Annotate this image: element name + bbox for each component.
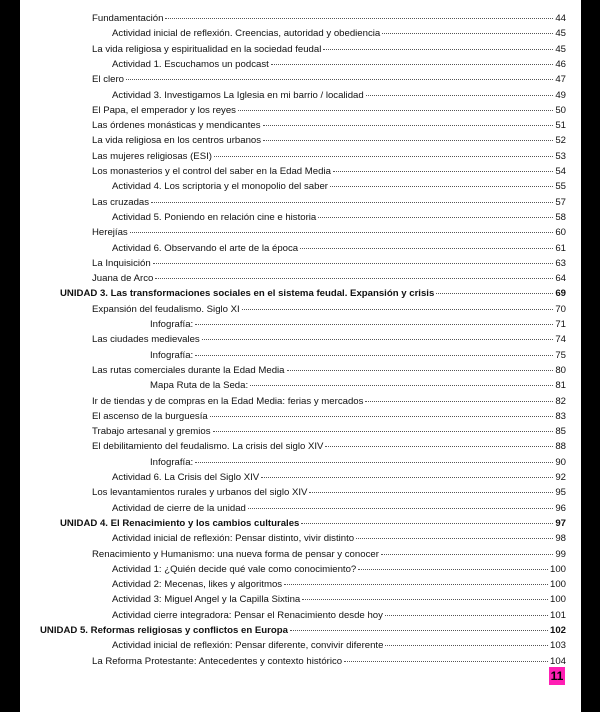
toc-entry[interactable] [150, 349, 566, 363]
toc-dot-leader [195, 324, 553, 325]
toc-entry[interactable] [92, 119, 566, 133]
toc-entry-title: Ir de tiendas y de compras en la Edad Media: ferias y mercados [92, 395, 364, 407]
toc-entry[interactable] [92, 303, 566, 317]
toc-entry[interactable] [112, 180, 566, 194]
toc-entry-title: El ascenso de la burguesía [92, 410, 208, 422]
toc-entry[interactable] [112, 593, 566, 607]
toc-entry-title: Juana de Arco [92, 273, 154, 285]
toc-entry-page: 61 [555, 242, 566, 254]
toc-entry-title: Las cruzadas [92, 196, 150, 208]
toc-entry-title: Actividad 3. Investigamos La Iglesia en mi barrio / localidad [112, 89, 364, 101]
toc-entry[interactable] [112, 89, 566, 103]
toc-entry-page: 90 [555, 456, 566, 468]
toc-entry-title: El clero [92, 74, 124, 86]
toc-entry-page: 44 [555, 13, 566, 24]
toc-dot-leader [358, 569, 548, 570]
toc-entry-page: 96 [555, 502, 566, 514]
toc-dot-leader [165, 18, 553, 19]
toc-dot-leader [248, 508, 553, 509]
toc-entry-page: 103 [549, 640, 566, 652]
toc-entry-page: 98 [555, 533, 566, 545]
toc-dot-leader [333, 171, 553, 172]
toc-entry[interactable] [112, 27, 566, 41]
toc-entry-page: 47 [555, 74, 566, 86]
toc-entry-page: 80 [555, 364, 566, 376]
toc-entry-page: 100 [549, 563, 566, 575]
toc-dot-leader [325, 446, 553, 447]
toc-entry-page: 51 [555, 120, 566, 132]
toc-dot-leader [250, 385, 553, 386]
toc-entry-title: Las órdenes monásticas y mendicantes [92, 120, 261, 132]
toc-entry-title: Los levantamientos rurales y urbanos del siglo XIV [92, 487, 308, 499]
toc-entry-page: 99 [555, 548, 566, 560]
toc-dot-leader [130, 232, 554, 233]
toc-dot-leader [309, 492, 553, 493]
toc-entry-title: Actividad 4. Los scriptoria y el monopolio del saber [112, 181, 328, 193]
toc-entry-title: Las mujeres religiosas (ESI) [92, 150, 212, 162]
toc-entry-title: UNIDAD 5. Reformas religiosas y conflictos en Europa [40, 625, 288, 636]
toc-entry-title: Mapa Ruta de la Seda: [150, 380, 249, 392]
toc-entry[interactable] [60, 517, 566, 531]
toc-entry-title: Expansión del feudalismo. Siglo XI [92, 303, 240, 315]
toc-entry[interactable] [92, 165, 566, 179]
toc-entry[interactable] [92, 196, 566, 210]
toc-entry-title: La vida religiosa y espiritualidad en la sociedad feudal [92, 43, 322, 55]
toc-entry[interactable] [150, 318, 566, 332]
toc-entry-title: El Papa, el emperador y los reyes [92, 104, 236, 116]
toc-dot-leader [263, 125, 554, 126]
toc-entry[interactable] [92, 486, 566, 500]
toc-entry[interactable] [92, 548, 566, 562]
toc-entry[interactable] [150, 379, 566, 393]
toc-dot-leader [300, 248, 553, 249]
toc-entry-page: 71 [555, 319, 566, 330]
toc-entry-page: 92 [555, 472, 566, 483]
toc-dot-leader [330, 186, 553, 187]
toc-entry-page: 95 [555, 487, 566, 499]
page-number-badge: 11 [550, 669, 564, 683]
toc-dot-leader [344, 661, 548, 662]
toc-entry-title: Actividad 6. Observando el arte de la época [112, 242, 299, 254]
toc-entry-title: Fundamentación [92, 13, 164, 24]
toc-entry-page: 100 [549, 594, 566, 606]
toc-entry-page: 97 [555, 517, 566, 529]
toc-entry-page: 104 [549, 655, 566, 667]
toc-entry[interactable] [92, 73, 566, 87]
toc-entry-title: Actividad de cierre de la unidad [112, 502, 246, 514]
toc-dot-leader [323, 49, 553, 50]
toc-entry[interactable] [92, 104, 566, 118]
toc-entry[interactable] [92, 333, 566, 347]
toc-entry[interactable] [92, 655, 566, 669]
toc-entry-page: 102 [549, 625, 566, 636]
toc-entry-page: 81 [555, 380, 566, 392]
toc-dot-leader [195, 462, 553, 463]
toc-entry-page: 46 [555, 58, 566, 70]
toc-entry[interactable] [92, 364, 566, 378]
toc-entry[interactable] [112, 211, 566, 225]
toc-dot-leader [318, 217, 553, 218]
toc-entry[interactable] [92, 150, 566, 164]
toc-entry-page: 57 [555, 196, 566, 208]
toc-entry-page: 52 [555, 135, 566, 147]
toc-entry-page: 63 [555, 257, 566, 269]
toc-entry-page: 60 [555, 227, 566, 239]
toc-entry-page: 100 [549, 579, 566, 591]
toc-entry[interactable] [92, 425, 566, 439]
toc-entry-title: Infografía: [150, 456, 194, 468]
toc-dot-leader [287, 370, 554, 371]
toc-page [20, 0, 581, 712]
toc-dot-leader [385, 645, 548, 646]
toc-entry-page: 85 [555, 426, 566, 438]
toc-entry-title: UNIDAD 4. El Renacimiento y los cambios culturales [60, 517, 300, 529]
toc-dot-leader [263, 140, 553, 141]
toc-dot-leader [261, 477, 553, 478]
toc-entry-title: Trabajo artesanal y gremios [92, 426, 211, 438]
toc-dot-leader [365, 401, 553, 402]
toc-entry-title: UNIDAD 3. Las transformaciones sociales en el sistema feudal. Expansión y crisis [60, 288, 435, 300]
toc-dot-leader [381, 554, 553, 555]
toc-entry-page: 55 [555, 181, 566, 193]
toc-entry-page: 88 [555, 441, 566, 453]
toc-entry-title: Actividad 1: ¿Quién decide qué vale como conocimiento? [112, 563, 357, 575]
toc-entry[interactable] [60, 287, 566, 301]
toc-entry-title: La Inquisición [92, 257, 151, 269]
toc-entry-title: Actividad 1. Escuchamos un podcast [112, 58, 269, 70]
toc-entry-title: Infografía: [150, 319, 194, 330]
toc-dot-leader [195, 355, 553, 356]
toc-entry-page: 82 [555, 395, 566, 407]
toc-entry[interactable] [112, 242, 566, 256]
toc-entry[interactable] [112, 563, 566, 577]
toc-dot-leader [153, 263, 554, 264]
toc-entry-title: Los monasterios y el control del saber en la Edad Media [92, 166, 331, 177]
toc-entry[interactable] [112, 609, 566, 623]
toc-entry-page: 49 [555, 89, 566, 101]
toc-entry-page: 50 [555, 104, 566, 116]
toc-dot-leader [155, 278, 553, 279]
toc-entry-page: 70 [555, 303, 566, 315]
toc-dot-leader [382, 33, 553, 34]
toc-dot-leader [151, 202, 553, 203]
toc-dot-leader [202, 339, 554, 340]
toc-entry[interactable] [150, 456, 566, 470]
toc-entry-title: Las ciudades medievales [92, 334, 200, 346]
toc-entry-title: Renacimiento y Humanismo: una nueva forma de pensar y conocer [92, 548, 379, 560]
toc-entry-page: 83 [555, 410, 566, 422]
toc-entry[interactable] [92, 272, 566, 286]
toc-dot-leader [356, 538, 553, 539]
toc-entry[interactable] [112, 532, 566, 546]
toc-dot-leader [366, 95, 554, 96]
toc-entry-title: Herejías [92, 227, 128, 239]
toc-entry[interactable] [92, 134, 566, 148]
toc-entry-page: 58 [555, 211, 566, 223]
toc-entry-page: 69 [555, 288, 566, 300]
toc-entry-page: 64 [555, 273, 566, 285]
toc-entry-title: Las rutas comerciales durante la Edad Media [92, 364, 285, 376]
toc-entry-title: Actividad cierre integradora: Pensar el Renacimiento desde hoy [112, 609, 383, 621]
toc-entry-title: Actividad 2: Mecenas, likes y algoritmos [112, 579, 283, 591]
toc-entry[interactable] [92, 43, 566, 57]
toc-entry-title: Actividad 5. Poniendo en relación cine e historia [112, 211, 317, 223]
toc-entry[interactable] [92, 410, 566, 424]
toc-entry-title: La Reforma Protestante: Antecedentes y contexto histórico [92, 655, 343, 667]
toc-entry-page: 45 [555, 43, 566, 55]
toc-entry[interactable] [92, 395, 566, 409]
toc-entry-title: Actividad 3: Miguel Angel y la Capilla Sixtina [112, 594, 301, 606]
toc-dot-leader [210, 416, 554, 417]
toc-dot-leader [302, 599, 548, 600]
toc-dot-leader [238, 110, 553, 111]
toc-entry[interactable] [112, 471, 566, 485]
toc-entry-title: Infografía: [150, 349, 194, 361]
toc-entry[interactable] [112, 578, 566, 592]
toc-dot-leader [385, 615, 548, 616]
toc-entry-title: Actividad 6. La Crisis del Siglo XIV [112, 472, 260, 483]
toc-entry[interactable] [112, 639, 566, 653]
toc-entry[interactable] [112, 502, 566, 516]
toc-entry-title: El debilitamiento del feudalismo. La crisis del siglo XIV [92, 441, 324, 453]
toc-entry-page: 45 [555, 28, 566, 40]
toc-dot-leader [284, 584, 548, 585]
toc-entry[interactable] [92, 12, 566, 26]
toc-dot-leader [290, 630, 548, 631]
toc-entry-page: 74 [555, 334, 566, 346]
toc-entry[interactable] [92, 226, 566, 240]
toc-entry-title: Actividad inicial de reflexión. Creencias, autoridad y obediencia [112, 28, 381, 40]
toc-entry[interactable] [112, 58, 566, 72]
toc-entry[interactable] [40, 624, 566, 638]
toc-entry-title: Actividad inicial de reflexión: Pensar diferente, convivir diferente [112, 640, 384, 652]
toc-entry-page: 101 [549, 609, 566, 621]
toc-dot-leader [301, 523, 553, 524]
toc-dot-leader [214, 156, 553, 157]
toc-entry-page: 75 [555, 349, 566, 361]
toc-dot-leader [126, 79, 553, 80]
toc-entry[interactable] [92, 257, 566, 271]
toc-entry-page: 54 [555, 166, 566, 177]
toc-entry-page: 53 [555, 150, 566, 162]
toc-entry[interactable] [92, 440, 566, 454]
toc-dot-leader [271, 64, 554, 65]
toc-dot-leader [213, 431, 554, 432]
toc-dot-leader [436, 293, 553, 294]
toc-dot-leader [242, 309, 554, 310]
toc-entry-title: Actividad inicial de reflexión: Pensar distinto, vivir distinto [112, 533, 355, 545]
toc-entry-title: La vida religiosa en los centros urbanos [92, 135, 262, 147]
